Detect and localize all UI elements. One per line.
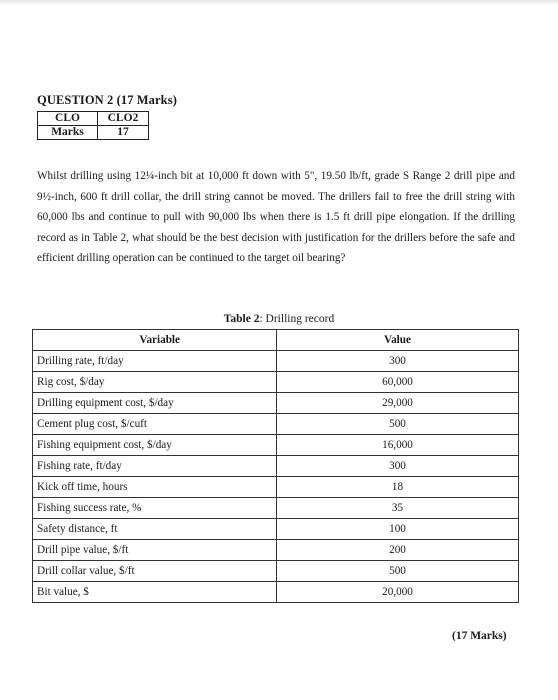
value-cell: 100 [277, 519, 519, 540]
table-row [33, 456, 519, 477]
page-edge-shadow [0, 0, 558, 6]
variable-cell: Drilling rate, ft/day [33, 351, 277, 372]
clo-value: CLO2 [98, 112, 149, 126]
variable-cell: Kick off time, hours [33, 477, 277, 498]
variable-cell: Fishing equipment cost, $/day [33, 435, 277, 456]
variable-cell: Cement plug cost, $/cuft [33, 414, 277, 435]
variable-cell: Fishing rate, ft/day [33, 456, 277, 477]
value-cell: 300 [277, 456, 519, 477]
table-row [33, 477, 519, 498]
clo-label: CLO [38, 112, 98, 126]
marks-row [38, 126, 149, 140]
value-cell: 18 [277, 477, 519, 498]
table-row [33, 498, 519, 519]
header-variable: Variable [33, 330, 277, 351]
value-cell: 35 [277, 498, 519, 519]
table-header-row [33, 330, 519, 351]
table-row [33, 561, 519, 582]
clo-row [38, 112, 149, 126]
clo-marks-table [37, 111, 149, 140]
value-cell: 200 [277, 540, 519, 561]
value-cell: 500 [277, 561, 519, 582]
variable-cell: Safety distance, ft [33, 519, 277, 540]
value-cell: 16,000 [277, 435, 519, 456]
table-row [33, 540, 519, 561]
value-cell: 300 [277, 351, 519, 372]
variable-cell: Drill collar value, $/ft [33, 561, 277, 582]
variable-cell: Rig cost, $/day [33, 372, 277, 393]
table-row [33, 393, 519, 414]
marks-label: Marks [38, 126, 98, 140]
marks-footer: (17 Marks) [452, 630, 507, 642]
table-caption [0, 313, 558, 325]
table-row [33, 414, 519, 435]
question-paragraph: Whilst drilling using 12¼-inch bit at 10,000 ft down with 5", 19.50 lb/ft, grade S Range 2 drill pipe and 9½-inch, 600 ft drill collar, the drill string cannot be moved. The drillers fail to free the drill string with 60,000 lbs and continue to pull with 90,000 lbs when there is 1.5 ft drill pipe elongation. If the drilling record as in Table 2, what should be the best decision with justification for the drillers before the safe and efficient drilling operation can be continued to the target oil bearing? [37, 170, 515, 265]
value-cell: 60,000 [277, 372, 519, 393]
table-row [33, 582, 519, 603]
table-row [33, 351, 519, 372]
table-caption-label: Table 2 [223, 313, 260, 325]
table-row [33, 435, 519, 456]
variable-cell: Fishing success rate, % [33, 498, 277, 519]
variable-cell: Bit value, $ [33, 582, 277, 603]
value-cell: 500 [277, 414, 519, 435]
drilling-record-table [32, 329, 519, 603]
table-row [33, 519, 519, 540]
header-value: Value [277, 330, 519, 351]
table-caption-text: : Drilling record [259, 313, 335, 325]
value-cell: 29,000 [277, 393, 519, 414]
question-title: QUESTION 2 (17 Marks) [37, 93, 177, 107]
variable-cell: Drill pipe value, $/ft [33, 540, 277, 561]
table-body [33, 351, 519, 603]
variable-cell: Drilling equipment cost, $/day [33, 393, 277, 414]
value-cell: 20,000 [277, 582, 519, 603]
marks-value: 17 [98, 126, 149, 140]
table-row [33, 372, 519, 393]
